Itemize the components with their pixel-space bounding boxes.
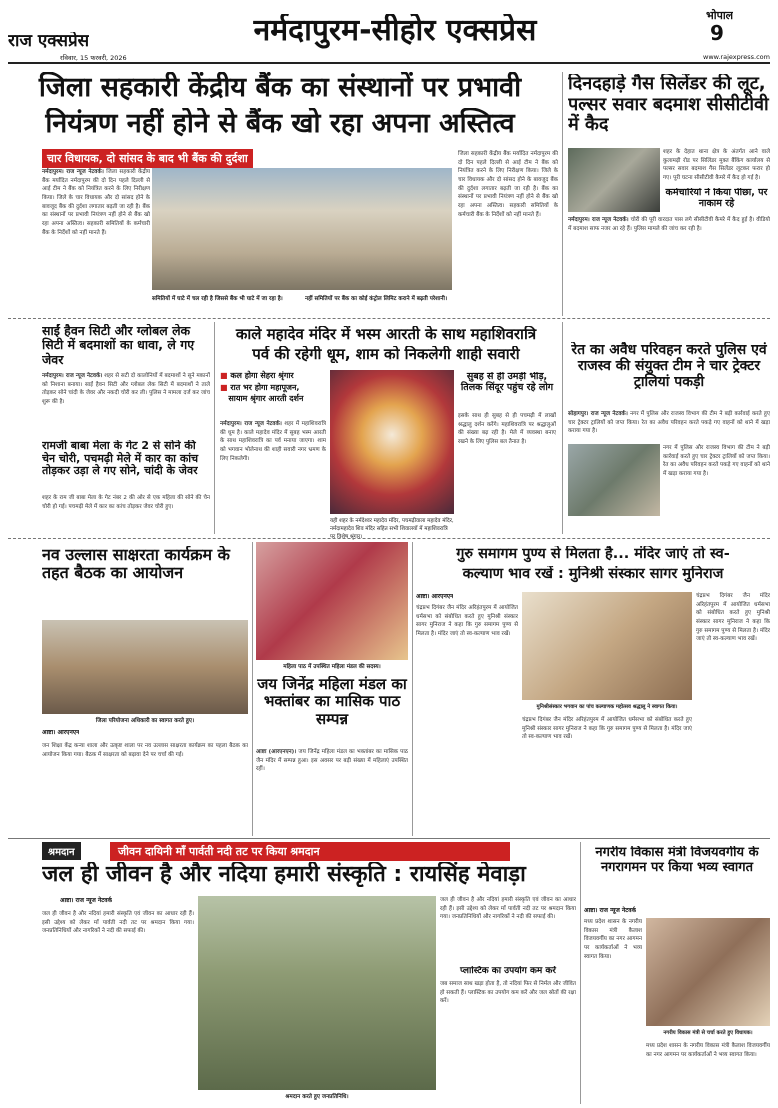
right-top-body2-text: चोरी की पूरी वारदात पास लगे सीसीटीवी कैमरे में कैद हुई है। वीडियो में बदमाश साफ नजर आ रहे हैं। पुलिस मामले की जांच कर रही है।	[568, 217, 770, 232]
guru-headline-1: गुरु समागम पुण्य से मिलता है... मंदिर जाएं तो स्व-	[456, 546, 730, 562]
left2-body-2: शहर के राम जी बाबा मेला के गेट नंबर 2 की ओर से एक महिला की सोने की चेन चोरी हो गई। पचमढ़ी मेले में कार का कांच तोड़कर जेवर चोरी हुए।	[42, 495, 210, 510]
right2-body	[568, 410, 770, 440]
right-top-headline: दिनदहाड़े गैस सिलेंडर की लूट, पल्सर सवार बदमाश सीसीटीवी में कैद	[568, 74, 769, 136]
mahila-photo	[256, 542, 408, 660]
nagriya-headline: नगरीय विकास मंत्री विजयवर्गीय के नगरागमन पर किया भव्य स्वागत	[595, 846, 759, 875]
divider-v5	[412, 542, 413, 836]
shramdan-photo-caption: श्रमदान करते हुए जनप्रतिनिधि।	[285, 1094, 349, 1100]
mahila-body	[256, 748, 408, 834]
page-number: 9	[710, 22, 724, 45]
nagriya-photo	[646, 918, 770, 1026]
nagriya-body-col2: मध्य प्रदेश शासन के नगरीय विकास मंत्री कैलाश विजयवर्गीय का नगर आगमन पर कार्यकर्ताओं ने भव्य स्वागत किया।	[646, 1043, 770, 1058]
left2-body	[42, 372, 210, 436]
right-top-body: शहर के देहात थाना क्षेत्र के अंतर्गत आने वाले कुलामढ़ी रोड पर सिलिंडर मुक्त बैंकिंग कार्यालय से पल्सर सवार बदमाश गैस सिलेंडर लूटकर फरार हो गए। पूरी घटना सीसीटीवी कैमरे में कैद हो गई है।	[663, 149, 770, 181]
lead-dateline: नर्मदापुरम। राज न्यूज नेटवर्क।	[42, 169, 104, 175]
nagriya-source: आष्टा। राज न्यूज नेटवर्क	[584, 907, 637, 914]
shramdan-body: जल ही जीवन है और नदियां हमारी संस्कृति एवं जीवन का आधार रही हैं। इसी उद्देश्य को लेकर माँ पार्वती नदी तट पर श्रमदान किया गया। जनप्रतिनिधियों और नागरिकों ने नदी की सफाई की।	[42, 911, 194, 935]
website: www.rajexpress.com	[703, 53, 770, 61]
literacy-headline: नव उल्लास साक्षरता कार्यक्रम के तहत बैठक का आयोजन	[42, 546, 230, 583]
center-headline-2: पर्व की रहेगी धूम, शाम को निकलेगी शाही सवारी	[252, 346, 520, 363]
guru-body-col3: चंद्रप्रभ दिगंबर जैन मंदिर अरिहंतपुरम में आयोजित धर्मसभा को संबोधित करते हुए मुनिश्री संस्कार सागर मुनिराज ने कहा कि गुरु समागम पुण्य से मिलता है। मंदिर जाएं तो स्व-कल्याण भाव रखें।	[696, 593, 770, 643]
guru-photo-caption: मुनिश्रीसंस्कार भगवान का पांच कल्याणक महोत्सव श्रद्धालु ने स्वागत किया।	[536, 704, 678, 710]
center-photo	[330, 370, 454, 514]
left2-dateline: नर्मदापुरम। राज न्यूज नेटवर्क।	[42, 373, 103, 379]
right2-photo	[568, 444, 660, 516]
center-side-body: इसके साथ ही सुबह से ही पचमढ़ी में लाखों श्रद्धालु दर्शन करेंगे। महाशिवरात्रि पर श्रद्धालुओं की संख्या बढ़ रही है। मेले में व्यवस्था बनाए रखने के लिए पुलिस बल तैनात है।	[458, 413, 556, 445]
masthead	[0, 0, 778, 62]
city-label: भोपाल	[706, 9, 734, 22]
divider-v6	[580, 842, 581, 1104]
nagriya-body: मध्य प्रदेश शासन के नगरीय विकास मंत्री कैलाश विजयवर्गीय का नगर आगमन पर कार्यकर्ताओं ने भव्य स्वागत किया।	[584, 919, 642, 960]
divider-h2	[8, 538, 770, 539]
lead-headline-1: जिला सहकारी केंद्रीय बैंक का संस्थानों पर प्रभावी	[38, 72, 522, 103]
edition-title: नर्मदापुरम-सीहोर एक्सप्रेस	[253, 14, 537, 48]
lead-kicker: चार विधायक, दो सांसद के बाद भी बैंक की दुर्दशा	[42, 149, 253, 168]
left2-headline: साईं हैवन सिटी और ग्लोबल लेक सिटी में बदमाशों का धावा, ले गए जेवर	[42, 324, 195, 367]
guru-headline-2: कल्याण भाव रखें : मुनिश्री संस्कार सागर मुनिराज	[462, 566, 724, 582]
shramdan-kicker: जीवन दायिनी माँ पार्वती नदी तट पर किया श्रमदान	[110, 842, 510, 861]
lead-body	[42, 168, 150, 316]
right2-headline: रेत का अवैध परिवहन करते पुलिस एवं राजस्व की संयुक्त टीम ने चार ट्रेक्टर ट्रालियां पकड़ी	[571, 342, 767, 391]
divider-h3	[8, 838, 770, 839]
right-top-subhead: कर्मचारियों ने किया पीछा, पर नाकाम रहे	[665, 188, 768, 209]
masthead-rule	[8, 62, 770, 64]
center-body-text: शहर में महाशिवरात्रि की धूम है। काले महादेव मंदिर में सुबह भस्म आरती के साथ महाशिवरात्रि का पर्व मनाया जाएगा। शाम को भगवान भोलेनाथ की शाही सवारी नगर भ्रमण के लिए निकलेगी।	[220, 421, 326, 462]
center-side-headline: सुबह से ही उमड़ी भीड़, तिलक सिंदूर पहुंच रहे लोग	[460, 372, 554, 393]
center-body	[220, 420, 326, 534]
paper-name: राज एक्सप्रेस	[8, 32, 90, 51]
nagriya-photo-caption: नगरीय विकास मंत्री से चर्चा करते हुए विधायक।	[663, 1030, 753, 1036]
shramdan-subhead: प्लास्टिक का उपयोग कम करें	[460, 966, 556, 976]
literacy-photo-caption: जिला परियोजना अधिकारी का स्वागत करते हुए।	[95, 718, 195, 724]
shramdan-body-2: जब समाज साथ खड़ा होता है, तो नदियां फिर से निर्मल और जीवित हो सकती हैं। प्लास्टिक का उपयोग कम करें और जल स्रोतों की रक्षा करें।	[440, 981, 576, 1005]
center-dateline: नर्मदापुरम। राज न्यूज नेटवर्क।	[220, 421, 282, 427]
center-bullet: सायाम श्रृंगार आरती दर्शन	[228, 394, 304, 404]
right2-dateline: सोहागपुर। राज न्यूज नेटवर्क।	[568, 411, 628, 417]
right-top-body-2	[568, 216, 770, 316]
lead-photo	[152, 168, 452, 290]
lead-headline-2: नियंत्रण नहीं होने से बैंक खो रहा अपना अस्तित्व	[45, 108, 515, 139]
right2-body-col2: नगर में पुलिस और राजस्व विभाग की टीम ने बड़ी कार्रवाई करते हुए चार ट्रेक्टर ट्रालियों को जप्त किया। रेत का अवैध परिवहन करते पकड़े गए वाहनों को थाने में खड़ा कराया गया है।	[663, 445, 770, 477]
literacy-photo	[42, 620, 248, 714]
shramdan-headline: जल ही जीवन है और नदिया हमारी संस्कृति : रायसिंह मेवाड़ा	[42, 862, 526, 887]
center-bullet: ■ कल होगा सेहरा श्रृंगार	[220, 371, 294, 380]
divider-h1	[8, 318, 770, 319]
divider-v1	[562, 72, 563, 316]
left2-subhead: रामजी बाबा मेला के गेट 2 से सोने की चेन चोरी, पचमढ़ी मेले में कार का कांच तोड़कर उड़ा ले गए सोने, चांदी के जेवर	[42, 440, 199, 478]
mahila-photo-caption: महिला पाठ में उपस्थित महिला मंडल की सदस्य।	[283, 664, 381, 670]
guru-body: चंद्रप्रभ दिगंबर जैन मंदिर अरिहंतपुरम में आयोजित धर्मसभा को संबोधित करते हुए मुनिश्री संस्कार सागर मुनिराज ने कहा कि गुरु समागम पुण्य से मिलता है। मंदिर जाएं तो स्व-कल्याण भाव रखें।	[416, 605, 518, 637]
mahila-source: आष्टा (आरएनएन)।	[256, 749, 297, 755]
lead-body-text: जिला सहकारी केंद्रीय बैंक मर्यादित नर्मदापुरम की दो दिन पहले दिल्ली से आई टीम ने बैंक को नियंत्रित करने के लिए निरीक्षण किया। जिले के चार विधायक और दो सांसद होने के बावजूद बैंक की दुर्दशा लगातार बढ़ती जा रही है। बैंक का संस्थानों पर प्रभावी नियंत्रण नहीं होने से बैंक खो रहा अपना अस्तित्व। सहकारी समितियों के कर्मचारी बैंक के निर्देशों को नहीं मानते हैं।	[42, 169, 150, 236]
date-line: रविवार, 15 फरवरी, 2026	[60, 54, 127, 62]
shramdan-tag: श्रमदान	[42, 842, 81, 860]
divider-v2	[214, 322, 215, 534]
right-top-photo	[568, 148, 660, 212]
shramdan-body-col2: जल ही जीवन है और नदियां हमारी संस्कृति एवं जीवन का आधार रही हैं। इसी उद्देश्य को लेकर माँ पार्वती नदी तट पर श्रमदान किया गया। जनप्रतिनिधियों और नागरिकों ने नदी की सफाई की।	[440, 897, 576, 921]
shramdan-source: आष्टा। राज न्यूज नेटवर्क	[60, 897, 113, 904]
center-bullets	[220, 370, 326, 420]
center-headline-1: काले महादेव मंदिर में भस्म आरती के साथ महाशिवरात्रि	[235, 326, 537, 343]
literacy-source: आष्टा। आरएनएन	[42, 729, 80, 736]
lead-body-col2: जिला सहकारी केंद्रीय बैंक मर्यादित नर्मदापुरम की दो दिन पहले दिल्ली से आई टीम ने बैंक को नियंत्रित करने के लिए निरीक्षण किया। जिले के चार विधायक और दो सांसद होने के बावजूद बैंक की दुर्दशा लगातार बढ़ती जा रही है। बैंक का संस्थानों पर प्रभावी नियंत्रण नहीं होने से बैंक खो रहा अपना अस्तित्व। सहकारी समितियों के कर्मचारी बैंक के निर्देशों को नहीं मानते हैं।	[458, 151, 558, 218]
divider-v4	[252, 542, 253, 836]
right-top-dateline: नर्मदापुरम। राज न्यूज नेटवर्क।	[568, 217, 629, 223]
center-photo-caption: यही शहर के नर्मदेश्वर महादेव मंदिर, पचमढ़ीवाला महादेव मंदिर, नर्मदामहादेव शिव मंदिर सहित सभी शिवालयों में महाशिवरात्रि पर विशेष श्रृंगार।	[330, 518, 454, 540]
guru-body-col2: चंद्रप्रभ दिगंबर जैन मंदिर अरिहंतपुरम में आयोजित धर्मसभा को संबोधित करते हुए मुनिश्री संस्कार सागर मुनिराज ने कहा कि गुरु समागम पुण्य से मिलता है। मंदिर जाएं तो स्व-कल्याण भाव रखें।	[522, 717, 692, 741]
mahila-body-text: जय जिनेंद्र महिला मंडल का भक्तांबर का मासिक पाठ जैन मंदिर में सम्पन्न हुआ। इस अवसर पर बड़ी संख्या में महिलाएं उपस्थित रहीं।	[256, 749, 408, 773]
lead-photo-caption-1: समितियों में घाटे में चल रही है जिससे बैंक भी घाटे में जा रहा है।	[152, 296, 283, 302]
guru-source: आष्टा। आरएनएन	[416, 593, 454, 600]
right2-body-text: नगर में पुलिस और राजस्व विभाग की टीम ने बड़ी कार्रवाई करते हुए चार ट्रेक्टर ट्रालियों को जप्त किया। रेत का अवैध परिवहन करते पकड़े गए वाहनों को थाने में खड़ा कराया गया है।	[568, 411, 770, 435]
guru-photo	[522, 592, 692, 700]
divider-v3	[562, 322, 563, 534]
left2-body-text: शहर से सटी दो कालोनियों में बदमाशों ने सूने मकानों को निशाना बनाया। साईं हैवन सिटी और ग्लोबल लेक सिटी में बदमाशों ने ताले तोड़कर सोने चांदी के जेवर और नकदी चोरी कर ली। पुलिस ने मामला दर्ज कर जांच शुरू की है।	[42, 373, 210, 405]
shramdan-photo	[198, 896, 436, 1090]
center-bullet: ■ रात भर होगा महापूजन,	[220, 382, 300, 392]
mahila-headline: जय जिनेंद्र महिला मंडल का भक्तांबर का मासिक पाठ सम्पन्न	[257, 676, 407, 728]
literacy-body: जन शिक्षा केंद्र कन्या शाला और उत्कृष्ट शाला पर नव उल्लास साक्षरता कार्यक्रम का पहला बैठक का आयोजन किया गया। बैठक में साक्षरता को बढ़ावा देने पर चर्चा की गई।	[42, 743, 248, 758]
lead-photo-caption-2: नहीं समितियों पर बैंक का कोई कंट्रोल लिमिट कराने में बढ़ती परेशानी।	[305, 296, 448, 302]
